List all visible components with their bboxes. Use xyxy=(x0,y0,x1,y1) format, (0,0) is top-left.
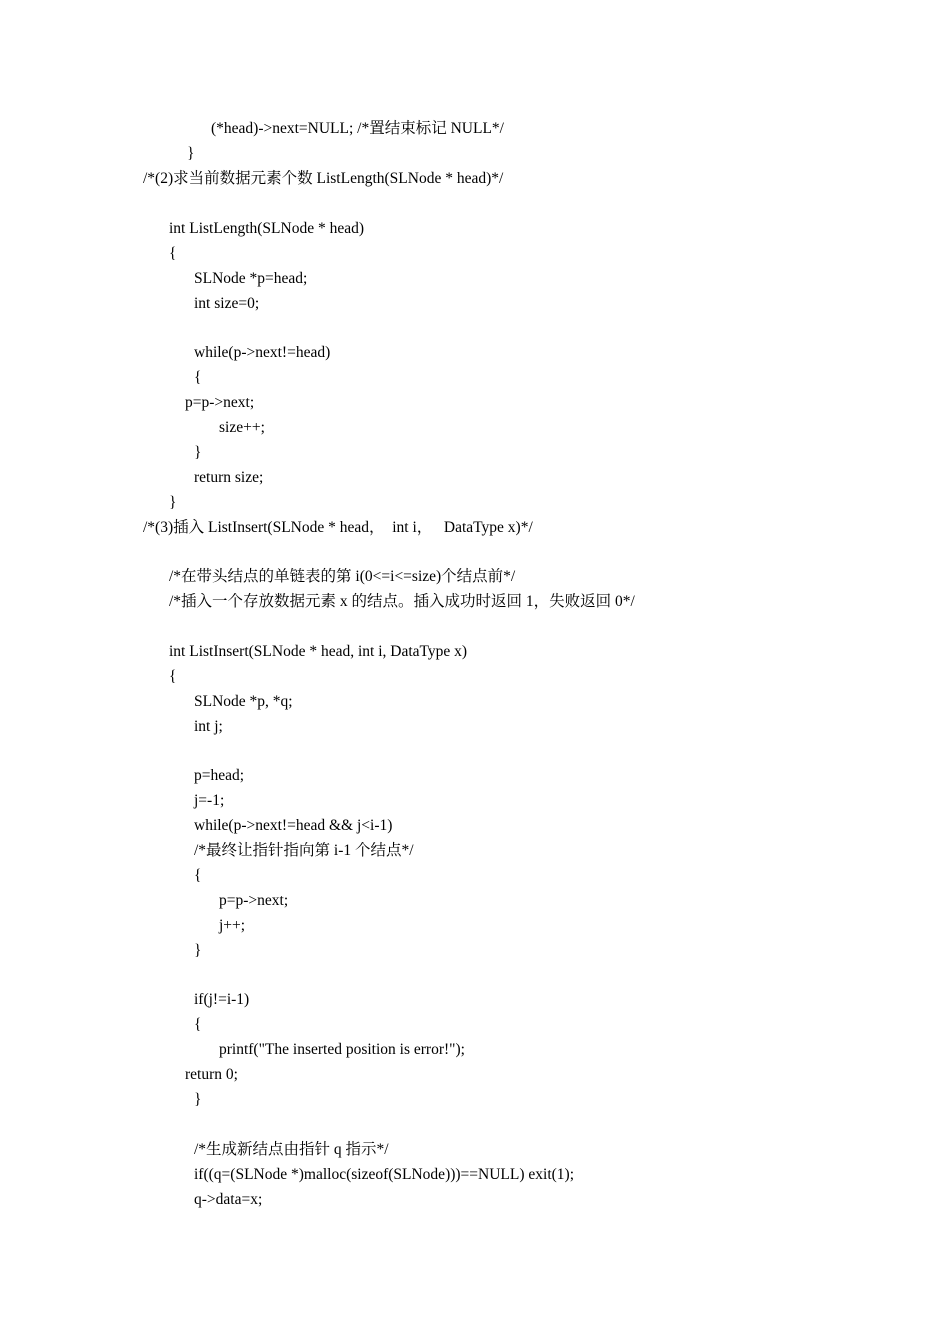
code-line: j++; xyxy=(219,917,246,934)
code-line: return size; xyxy=(194,469,264,486)
code-comment: /*最终让指针指向第 i-1 个结点*/ xyxy=(194,842,414,859)
code-line: p=p->next; xyxy=(185,394,255,411)
function-signature: int ListLength(SLNode * head) xyxy=(169,220,364,237)
code-line: { xyxy=(194,867,202,884)
code-line: if(j!=i-1) xyxy=(194,991,250,1008)
code-line: if((q=(SLNode *)malloc(sizeof(SLNode)))==NULL) exit(1); xyxy=(194,1166,575,1183)
section-comment: /*(3)插入 ListInsert(SLNode * head， int i， DataType x)*/ xyxy=(143,519,533,536)
code-line: { xyxy=(194,1016,202,1033)
code-line: { xyxy=(194,369,202,386)
code-line: { xyxy=(169,668,177,685)
code-line: } xyxy=(169,494,177,511)
function-signature: int ListInsert(SLNode * head, int i, DataType x) xyxy=(169,643,468,660)
code-comment: /*在带头结点的单链表的第 i(0<=i<=size)个结点前*/ xyxy=(169,568,516,585)
code-line: return 0; xyxy=(185,1066,238,1083)
code-line: j=-1; xyxy=(194,792,225,809)
code-line: int j; xyxy=(194,718,223,735)
code-line: SLNode *p, *q; xyxy=(194,693,293,710)
code-comment: /*生成新结点由指针 q 指示*/ xyxy=(194,1141,389,1158)
code-line: q->data=x; xyxy=(194,1191,263,1208)
section-comment: /*(2)求当前数据元素个数 ListLength(SLNode * head)*/ xyxy=(143,170,504,187)
code-line: } xyxy=(187,145,195,162)
code-line: } xyxy=(194,942,202,959)
code-line: while(p->next!=head && j<i-1) xyxy=(194,817,393,834)
code-line: p=head; xyxy=(194,767,245,784)
code-line: size++; xyxy=(219,419,265,436)
code-line: int size=0; xyxy=(194,295,260,312)
code-line: } xyxy=(194,1091,202,1108)
code-line: SLNode *p=head; xyxy=(194,270,308,287)
code-line: while(p->next!=head) xyxy=(194,344,331,361)
code-line: { xyxy=(169,245,177,262)
code-line: printf("The inserted position is error!"); xyxy=(219,1041,465,1058)
code-comment: /*插入一个存放数据元素 x 的结点。插入成功时返回 1，失败返回 0*/ xyxy=(169,593,635,610)
code-line: } xyxy=(194,444,202,461)
code-line: (*head)->next=NULL; /*置结束标记 NULL*/ xyxy=(211,120,504,137)
code-line: p=p->next; xyxy=(219,892,289,909)
